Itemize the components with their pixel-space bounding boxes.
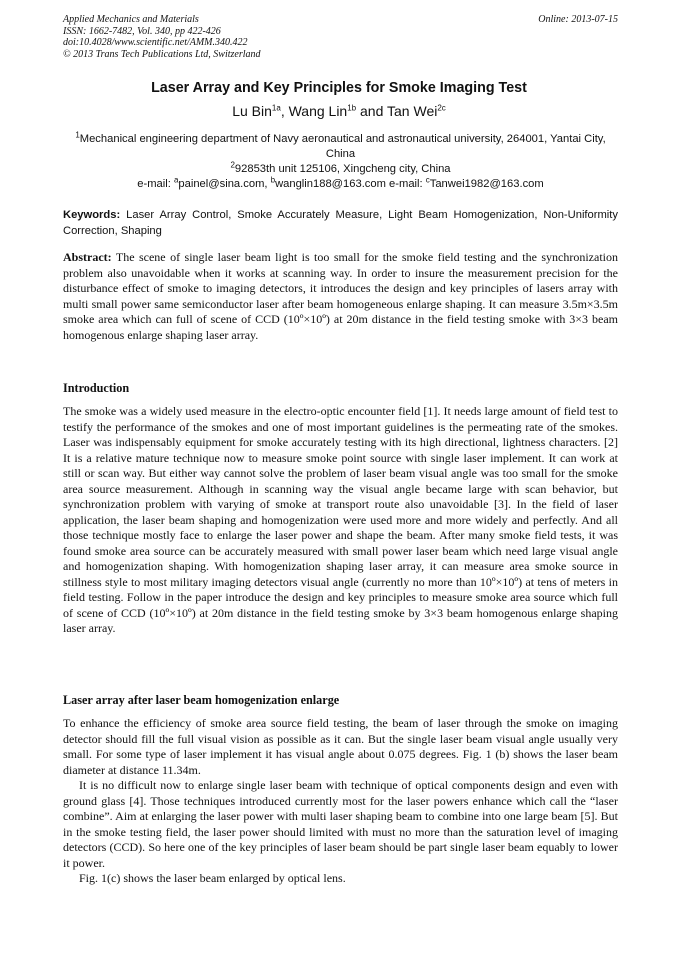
email-marker: a [173, 175, 179, 185]
online-date: Online: 2013-07-15 [538, 14, 618, 25]
introduction-body [63, 404, 618, 637]
author-3: Tan Wei [387, 103, 438, 119]
section-heading-introduction: Introduction [63, 381, 130, 395]
affiliation-text: 92853th unit 125106, Xingcheng city, China [234, 163, 451, 175]
journal-header [63, 14, 618, 60]
email-a: painel@sina.com [178, 178, 265, 190]
issn: ISSN: 1662-7482, Vol. 340, pp 422-426 [63, 25, 221, 37]
journal-name: Applied Mechanics and Materials [63, 14, 199, 25]
paragraph: It is no difficult now to enlarge single laser beam with technique of optical components design and even with ground glass [4]. Those techniques introduced currently most for the laser powers enhance which call the “laser combine”. Aim at enlarging the laser power with multi laser shaping beam to combine into one large beam [5]. But in the smoke testing field, the laser power should limited with must no more than the saturation level of imaging detectors (CCD). So here one of the key principles of laser beam should be part single laser beam equably to lower it power. [63, 778, 618, 870]
abstract-label: Abstract: [63, 250, 112, 264]
author-3-marker: 2c [437, 103, 446, 113]
paragraph: Fig. 1(c) shows the laser beam enlarged by optical lens. [79, 871, 346, 885]
abstract [63, 250, 618, 343]
author-sep: and [356, 103, 388, 119]
email-label: e-mail: [385, 178, 426, 190]
section-body [63, 716, 618, 887]
affiliations [63, 132, 618, 192]
email-b: wanglin188@163.com [275, 178, 386, 190]
email-marker: c [425, 175, 430, 185]
authors [0, 103, 678, 119]
keywords-label: Keywords: [63, 209, 121, 221]
affiliation-2 [63, 162, 618, 177]
email-sep: , [264, 178, 271, 190]
paragraph: The smoke was a widely used measure in the electro-optic encounter field [1]. It needs large amount of field test to testify the performance of the smokes and one of most important guidelines is the permeating rate of the smokes. Laser was indispensably equipment for smoke accurately testing with its high directional, lightness characters. [2] It is a relative mature technique now to measure smoke point source with single laser implement. It can work at still or scan way. But either way cannot solve the problem of laser beam visual angle was too small for the smoke area source measurement. Although in scanning way the visual angle became large with scan behavior, but synchronization problem with varying of smoke at transport route also unavoidable [3]. In the field of laser application, the laser beam shaping and homogenization were used more and more widely and perfectly. And all those technique mostly face to enlarge the laser power and shape the beam. After many smoke field tests, it was found smoke area source can be accurately measured with small power laser beam which need large visual angle and homogenization shaping. With homogenization shaping laser array, it can measure area smoke source in stillness style to most military imaging detectors visual angle (currently no more than 10º×10º) at tens of meters in field testing. Follow in the paper introduce the design and key principles to measure smoke area source which full of scene of CCD (10º×10º) at 20m distance in the field testing smoke by 3×3 beam homogenous enlarge shaping laser array. [63, 404, 618, 635]
keywords-text: Laser Array Control, Smoke Accurately Measure, Light Beam Homogenization, Non-Uniformity Correction, Shaping [63, 209, 618, 237]
paper-title: Laser Array and Key Principles for Smoke Imaging Test [151, 80, 527, 96]
abstract-text: The scene of single laser beam light is too small for the smoke field testing and the synchronization problem also unavoidable when it works at scanning way. In order to insure the measurement precision for the disturbance effect of smoke to imaging detectors, it introduces the design and key principles of lasers array with multi small power same semiconductor laser after beam homogeneous enlarge shaping. It can measure 3.5m×3.5m smoke area which can full of scene of CCD (10º×10º) at 20m distance in the field testing smoke with 3×3 beam homogenous enlarge shaping laser array. [63, 250, 618, 342]
emails [63, 177, 618, 192]
author-2-marker: 1b [347, 103, 357, 113]
affiliation-1 [63, 132, 618, 162]
section-heading-laser-array: Laser array after laser beam homogenization enlarge [63, 693, 340, 707]
email-label: e-mail: [137, 178, 174, 190]
author-1-marker: 1a [271, 103, 281, 113]
email-c: Tanwei1982@163.com [429, 178, 544, 190]
affiliation-marker: 2 [230, 160, 235, 170]
paragraph: To enhance the efficiency of smoke area source field testing, the beam of laser through the smoke on imaging detector should fill the full visual vision as possible as it can. But the single laser beam visual angle usually very small. For some type of laser implement it has visual angle about 0.075 degrees. Fig. 1 (b) shows the laser beam diameter at distance 11.34m. [63, 716, 618, 777]
author-2: Wang Lin [288, 103, 348, 119]
author-sep: , [280, 103, 289, 119]
affiliation-text: Mechanical engineering department of Navy aeronautical and astronautical university, 264001, Yantai City, China [79, 133, 606, 160]
author-1: Lu Bin [232, 103, 272, 119]
keywords [63, 208, 618, 239]
copyright: © 2013 Trans Tech Publications Ltd, Switzerland [63, 48, 261, 60]
affiliation-marker: 1 [75, 130, 80, 140]
doi: doi:10.4028/www.scientific.net/AMM.340.422 [63, 37, 248, 48]
journal-info [63, 14, 618, 60]
email-marker: b [270, 175, 276, 185]
